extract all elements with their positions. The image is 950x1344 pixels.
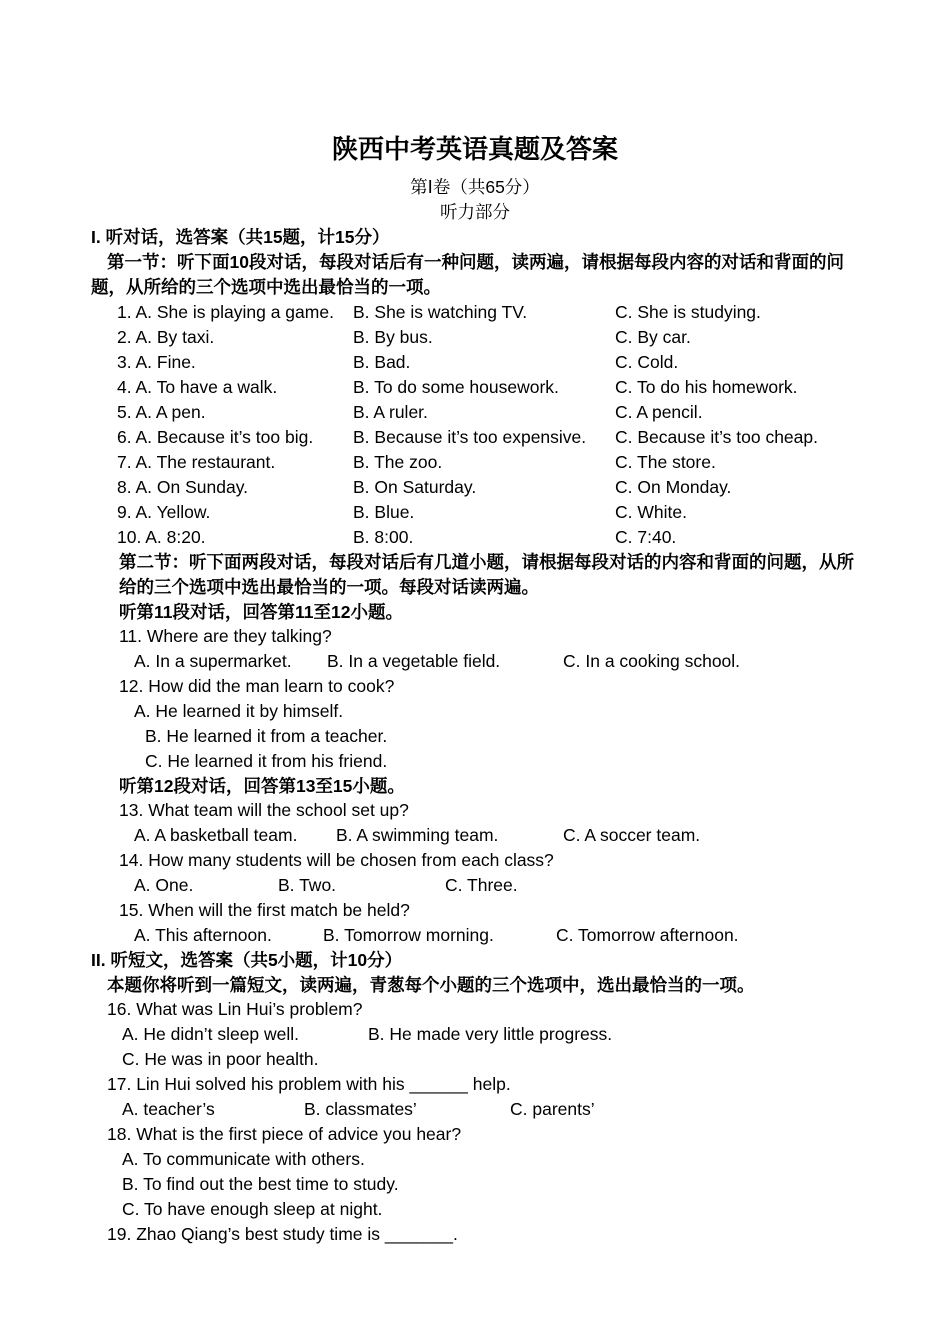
part2-instructions: 第二节：听下面两段对话，每段对话后有几道小题，请根据每段对话的内容和背面的问题，从所	[119, 552, 854, 572]
q14-option-c: C. Three.	[445, 875, 518, 895]
q7-option-c: C. The store.	[615, 452, 716, 472]
q11-option-a: A. In a supermarket.	[134, 651, 292, 671]
listening-subtitle: 听力部分	[440, 202, 510, 222]
q17-option-b: B. classmates’	[304, 1099, 417, 1119]
q5-option-b: B. A ruler.	[353, 402, 428, 422]
q19-text: 19. Zhao Qiang’s best study time is _______.	[107, 1224, 458, 1244]
q5-option-a: 5. A. A pen.	[117, 402, 206, 422]
q6-option-a: 6. A. Because it’s too big.	[117, 427, 314, 447]
q9-option-a: 9. A. Yellow.	[117, 502, 211, 522]
q8-option-a: 8. A. On Sunday.	[117, 477, 249, 497]
q12-option-b: B. He learned it from a teacher.	[145, 726, 388, 746]
q18-text: 18. What is the first piece of advice you hear?	[107, 1124, 462, 1144]
q4-option-c: C. To do his homework.	[615, 377, 798, 397]
paper-subtitle: 第Ⅰ卷（共65分）	[410, 177, 540, 197]
q6-option-c: C. Because it’s too cheap.	[615, 427, 818, 447]
q15-option-b: B. Tomorrow morning.	[323, 925, 494, 945]
q13-option-c: C. A soccer team.	[563, 825, 701, 845]
q1-option-c: C. She is studying.	[615, 302, 761, 322]
q9-option-b: B. Blue.	[353, 502, 415, 522]
q11-text: 11. Where are they talking?	[119, 626, 332, 646]
q16-option-c: C. He was in poor health.	[122, 1049, 319, 1069]
q7-option-b: B. The zoo.	[353, 452, 443, 472]
q13-text: 13. What team will the school set up?	[119, 800, 409, 820]
q12-text: 12. How did the man learn to cook?	[119, 676, 395, 696]
q2-option-b: B. By bus.	[353, 327, 433, 347]
q15-option-a: A. This afternoon.	[134, 925, 272, 945]
q6-option-b: B. Because it’s too expensive.	[353, 427, 587, 447]
dialog11-heading: 听第11段对话，回答第11至12小题。	[119, 602, 403, 622]
q2-option-c: C. By car.	[615, 327, 691, 347]
q12-option-c: C. He learned it from his friend.	[145, 751, 388, 771]
section1-heading: I. 听对话，选答案（共15题，计15分）	[91, 227, 390, 247]
q17-text: 17. Lin Hui solved his problem with his ______ help.	[107, 1074, 511, 1094]
q10-option-c: C. 7:40.	[615, 527, 677, 547]
q8-option-b: B. On Saturday.	[353, 477, 477, 497]
part2-instructions-cont: 给的三个选项中选出最恰当的一项。每段对话读两遍。	[119, 577, 539, 597]
q4-option-b: B. To do some housework.	[353, 377, 559, 397]
q1-option-b: B. She is watching TV.	[353, 302, 528, 322]
q1-option-a: 1. A. She is playing a game.	[117, 302, 334, 322]
section2-heading: II. 听短文，选答案（共5小题，计10分）	[91, 950, 403, 970]
q4-option-a: 4. A. To have a walk.	[117, 377, 278, 397]
q13-option-b: B. A swimming team.	[336, 825, 499, 845]
q15-option-c: C. Tomorrow afternoon.	[556, 925, 739, 945]
q8-option-c: C. On Monday.	[615, 477, 732, 497]
q13-option-a: A. A basketball team.	[134, 825, 298, 845]
part1-instructions-cont: 题，从所给的三个选项中选出最恰当的一项。	[91, 277, 441, 297]
q15-text: 15. When will the first match be held?	[119, 900, 410, 920]
q16-option-a: A. He didn’t sleep well.	[122, 1024, 300, 1044]
q18-option-c: C. To have enough sleep at night.	[122, 1199, 383, 1219]
q11-option-c: C. In a cooking school.	[563, 651, 741, 671]
q16-option-b: B. He made very little progress.	[368, 1024, 613, 1044]
q9-option-c: C. White.	[615, 502, 687, 522]
q11-option-b: B. In a vegetable field.	[327, 651, 501, 671]
q14-option-b: B. Two.	[278, 875, 337, 895]
q3-option-a: 3. A. Fine.	[117, 352, 196, 372]
q7-option-a: 7. A. The restaurant.	[117, 452, 276, 472]
q10-option-a: 10. A. 8:20.	[117, 527, 206, 547]
q3-option-b: B. Bad.	[353, 352, 411, 372]
section2-instructions: 本题你将听到一篇短文，读两遍，青葱每个小题的三个选项中，选出最恰当的一项。	[107, 975, 755, 995]
q14-option-a: A. One.	[134, 875, 194, 895]
document-title: 陕西中考英语真题及答案	[331, 134, 618, 164]
dialog12-heading: 听第12段对话，回答第13至15小题。	[119, 776, 405, 796]
q5-option-c: C. A pencil.	[615, 402, 703, 422]
q12-option-a: A. He learned it by himself.	[134, 701, 344, 721]
q17-option-c: C. parents’	[510, 1099, 595, 1119]
q14-text: 14. How many students will be chosen from each class?	[119, 850, 554, 870]
q17-option-a: A. teacher’s	[122, 1099, 215, 1119]
q16-text: 16. What was Lin Hui’s problem?	[107, 999, 363, 1019]
q18-option-a: A. To communicate with others.	[122, 1149, 365, 1169]
q10-option-b: B. 8:00.	[353, 527, 414, 547]
part1-instructions: 第一节：听下面10段对话，每段对话后有一种问题，读两遍，请根据每段内容的对话和背面的问	[107, 252, 844, 272]
q18-option-b: B. To find out the best time to study.	[122, 1174, 399, 1194]
q2-option-a: 2. A. By taxi.	[117, 327, 215, 347]
q3-option-c: C. Cold.	[615, 352, 679, 372]
